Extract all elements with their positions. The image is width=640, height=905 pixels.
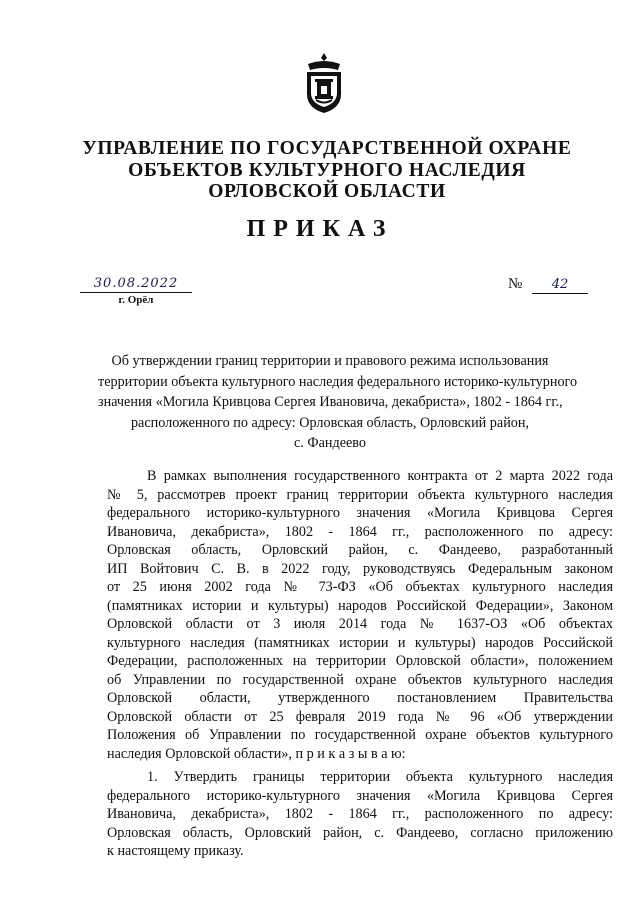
text-line: (памятниках истории и культуры) народов Российской Федерации», Законом [107,597,613,614]
preamble-paragraph [107,467,613,763]
text-line: Положения об Управлении по государственной охране объектов культурного [107,727,613,743]
text-line: наследия Орловской области», п р и к а з ы в а ю: [107,745,406,762]
text-line: 1. Утвердить границы территории объекта культурного наследия [147,769,613,785]
text-line: Орловской области от 25 февраля 2019 года № 96 «Об утверждении [107,708,613,725]
text-line: В рамках выполнения государственного контракта от 2 марта 2022 года [147,468,613,484]
text-line: федерального историко-культурного значения «Могила Кривцова Сергея [107,787,613,804]
text-line: к настоящему приказу. [107,843,244,859]
text-line: Ивановича, декабриста», 1802 - 1864 гг., расположенного по адресу: [107,523,613,540]
handwritten-number: 42 [551,277,569,292]
text-line: № 5, рассмотрев проект границ территории объекта культурного наследия [107,486,613,503]
text-line: от 25 июня 2002 года № 73-ФЗ «Об объектах культурного наследия [107,579,613,595]
subject-line: Об утверждении границ территории и правового режима использования [111,353,549,369]
text-line: Ивановича, декабриста», 1802 - 1864 гг., расположенного по адресу: [107,806,613,822]
order-number-block [508,276,588,294]
text-line: Орловская область, Орловский район, с. Фандеево, разработанный [107,542,613,558]
date-block [80,276,192,306]
subject-line: территории объекта культурного наследия федерального историко-культурного [98,373,578,390]
org-line: ОБЪЕКТОВ КУЛЬТУРНОГО НАСЛЕДИЯ [128,159,526,181]
subject-line: значения «Могила Кривцова Сергея Ивановича, декабриста», 1802 - 1864 гг., [98,394,563,410]
text-line: об Управлении по государственной охране объектов культурного наследия [107,671,613,688]
text-line: Орловской области, утвержденного постановлением Правительства [107,690,613,706]
subject-line: с. Фандеево [294,435,366,451]
organization-name [60,138,594,203]
subject-line: расположенного по адресу: Орловская область, Орловский район, [130,414,530,431]
text-line: федерального историко-культурного значения «Могила Кривцова Сергея [107,505,613,521]
text-line: Орловской области от 3 июля 2014 года № 1637-ОЗ «Об объектах [107,616,613,632]
coat-of-arms-icon [304,52,344,114]
city-label: г. Орёл [118,294,154,306]
number-underline [532,293,588,294]
order-subject [98,351,578,454]
order-item-1 [107,768,613,861]
text-line: Федерации, расположенных на территории Орловской области», положением [107,653,613,669]
handwritten-date: 30.08.2022 [80,276,192,293]
org-line: УПРАВЛЕНИЕ ПО ГОСУДАРСТВЕННОЙ ОХРАНЕ [82,138,572,159]
document-type-title: ПРИКАЗ [246,216,394,242]
org-line: ОРЛОВСКОЙ ОБЛАСТИ [208,181,446,202]
text-line: культурного наследия (памятниках истории и культуры) народов Российской [107,634,613,651]
number-label: № [508,276,523,292]
text-line: ИП Войтович С. В. в 2022 году, руководствуясь Федеральным законом [107,560,613,577]
text-line: Орловская область, Орловский район, с. Фандеево, согласно приложению [107,824,613,841]
